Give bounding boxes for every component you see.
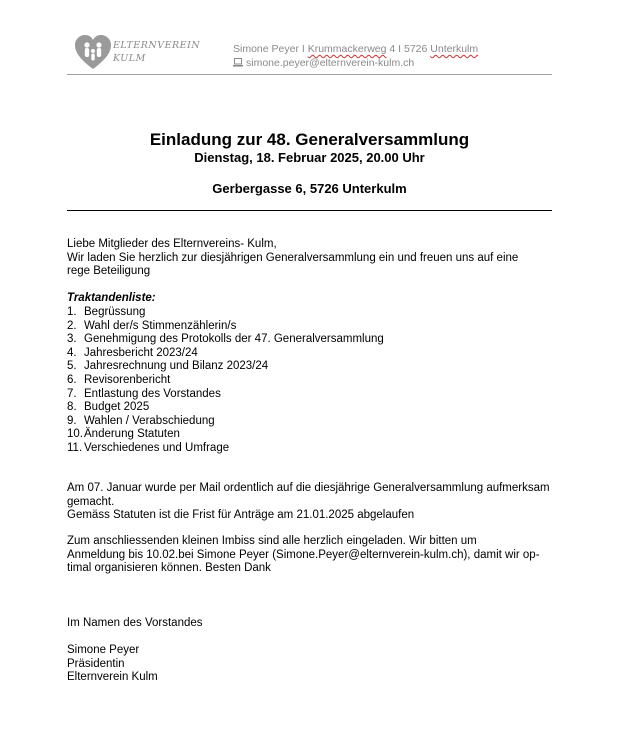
agenda-item-text: Verschiedenes und Umfrage <box>84 441 230 454</box>
title-divider <box>67 210 552 211</box>
agenda-item-text: Budget 2025 <box>84 401 150 414</box>
header-email <box>233 57 414 69</box>
agenda-item-number: 5. <box>67 360 77 373</box>
logo-text <box>113 39 200 65</box>
agenda-item-number: 10. <box>67 428 83 441</box>
notice-line-1: Am 07. Januar wurde per Mail ordentlich auf die diesjährige Generalversammlung aufmerksam <box>67 482 550 494</box>
heart-family-logo-icon <box>73 33 113 71</box>
agenda-item <box>67 360 384 374</box>
intro-line-1: Liebe Mitglieder des Elternvereins- Kulm, <box>67 238 277 250</box>
address-name: Simone Peyer I <box>233 43 308 55</box>
agenda-item-number: 4. <box>67 346 77 359</box>
address-city: Unterkulm <box>430 43 479 55</box>
agenda-item <box>67 442 384 456</box>
agenda-item-text: Wahlen / Verabschiedung <box>84 414 215 427</box>
agenda-item <box>67 333 384 347</box>
agenda-list <box>67 306 384 456</box>
header-address <box>233 43 478 55</box>
agenda-item <box>67 306 384 320</box>
agenda-item-number: 7. <box>67 387 77 400</box>
signature-org: Elternverein Kulm <box>67 671 158 684</box>
logo-line-2: KULM <box>113 53 146 64</box>
agenda-heading: Traktandenliste: <box>67 292 156 304</box>
agenda-item <box>67 374 384 388</box>
agenda-item-text: Entlastung des Vorstandes <box>84 387 221 400</box>
agenda-item-number: 2. <box>67 319 77 332</box>
address-street: Krummackerweg <box>307 43 387 55</box>
agenda-item-text: Genehmigung des Protokolls der 47. Generalversammlung <box>84 333 384 346</box>
agenda-item-text: Wahl der/s Stimmenzählerin/s <box>84 319 237 332</box>
agenda-item-number: 6. <box>67 373 77 386</box>
notice-line-2: gemacht. <box>67 495 115 508</box>
agenda-item-text: Änderung Statuten <box>84 428 180 441</box>
page-title: Einladung zur 48. Generalversammlung <box>149 130 470 149</box>
agenda-item <box>67 388 384 402</box>
logo <box>73 33 201 73</box>
header-divider <box>67 74 552 75</box>
notice-paragraph <box>67 482 557 523</box>
agenda-item-text: Jahresbericht 2023/24 <box>84 346 198 359</box>
notice-line-3: Gemäss Statuten ist die Frist für Anträge am 21.01.2025 abgelaufen <box>67 509 415 522</box>
laptop-icon <box>233 58 243 67</box>
agenda-item-number: 8. <box>67 401 77 414</box>
event-date: Dienstag, 18. Februar 2025, 20.00 Uhr <box>194 150 425 165</box>
agenda-item <box>67 320 384 334</box>
email-text: simone.peyer@elternverein-kulm.ch <box>246 57 415 69</box>
snack-line-3: timal organisieren können. Besten Dank <box>67 562 271 575</box>
agenda-item-number: 11. <box>67 441 83 454</box>
event-location: Gerbergasse 6, 5726 Unterkulm <box>212 181 407 196</box>
intro-line-2: Wir laden Sie herzlich zur diesjährigen Generalversammlung ein und freuen uns auf eine <box>67 251 519 264</box>
intro-paragraph <box>67 238 557 279</box>
agenda-item-text: Begrüssung <box>84 306 146 318</box>
agenda-item-text: Jahresrechnung und Bilanz 2023/24 <box>84 360 269 373</box>
signature-name: Simone Peyer <box>67 644 140 656</box>
intro-line-3: rege Beteiligung <box>67 265 151 278</box>
agenda-item-number: 3. <box>67 333 77 346</box>
snack-line-2: Anmeldung bis 10.02.bei Simone Peyer (Simone.Peyer@elternverein-kulm.ch), damit wir op- <box>67 548 540 561</box>
address-rest: 4 I 5726 <box>386 43 431 55</box>
snack-paragraph <box>67 535 557 576</box>
agenda-item <box>67 401 384 415</box>
snack-line-1: Zum anschliessenden kleinen Imbiss sind alle herzlich eingeladen. Wir bitten um <box>67 535 477 547</box>
agenda-item <box>67 415 384 429</box>
agenda-item <box>67 428 384 442</box>
logo-line-1: ELTERNVEREIN <box>113 40 201 51</box>
agenda-item <box>67 347 384 361</box>
signature-role: Präsidentin <box>67 657 125 670</box>
signature-block <box>67 644 557 685</box>
agenda-item-text: Revisorenbericht <box>84 373 171 386</box>
agenda-item-number: 1. <box>67 306 77 318</box>
closing-line: Im Namen des Vorstandes <box>67 617 203 629</box>
agenda-item-number: 9. <box>67 414 77 427</box>
